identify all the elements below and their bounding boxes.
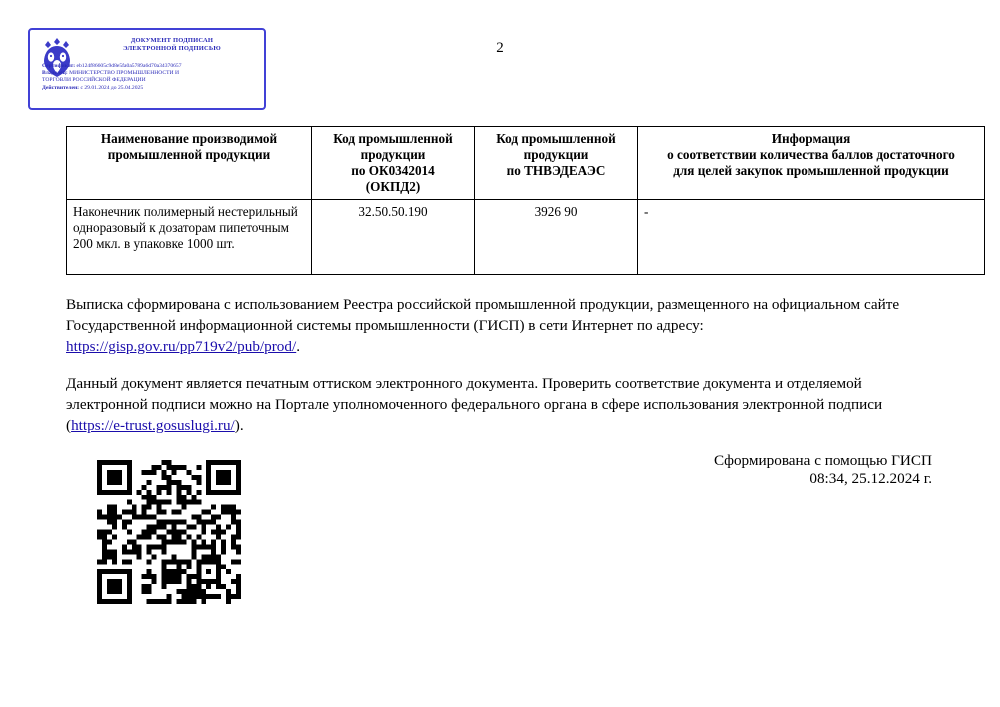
paragraph-registry-source [66, 294, 932, 357]
page-number: 2 [496, 40, 504, 56]
header-line: Код промышленной [496, 131, 616, 146]
footer-generated-by: Сформирована с помощью ГИСП [713, 452, 932, 469]
stamp-certificate [42, 63, 258, 70]
table-row [67, 200, 985, 275]
stamp-owner-label: Владелец: [42, 70, 68, 77]
paragraph-1-text: Выписка сформирована с использованием Реестра российской промышленной продукции, размещенного на официальном сайте Государственной информационной системы промышленности (ГИСП) в сети Интернет по адресу: [66, 296, 900, 334]
table-header-product-name [67, 127, 312, 200]
table-header-row [67, 127, 985, 200]
paragraph-2-tail: ). [234, 417, 244, 434]
stamp-validity-label: Действителен: [42, 84, 80, 91]
stamp-title-line-1: ДОКУМЕНТ ПОДПИСАН [130, 37, 214, 44]
cell-info: - [638, 200, 985, 275]
stamp-certificate-label: Сертификат: [42, 63, 76, 69]
header-line: для целей закупок промышленной продукции [673, 163, 949, 178]
stamp-validity-value: с 29.01.2024 до 25.04.2025 [80, 84, 144, 91]
footer-generated-at: 08:34, 25.12.2024 г. [809, 470, 932, 487]
header-line: промышленной продукции [107, 147, 271, 162]
table-header-info [638, 127, 985, 200]
header-line: (ОКПД2) [365, 179, 421, 194]
header-line: продукции [523, 147, 589, 162]
header-line: по ТНВЭДЕАЭС [506, 163, 606, 178]
header-line: о соответствии количества баллов достаточного [667, 147, 955, 162]
product-table [66, 126, 985, 275]
gisp-registry-link[interactable]: https://gisp.gov.ru/pp719v2/pub/prod/ [66, 338, 297, 355]
etrust-portal-link[interactable]: https://e-trust.gosuslugi.ru/ [71, 417, 235, 434]
stamp-owner-value-line-1: МИНИСТЕРСТВО ПРОМЫШЛЕННОСТИ И [69, 70, 180, 77]
header-line: по ОК0342014 [351, 163, 435, 178]
paragraph-2-text: Данный документ является печатным оттиском электронного документа. Проверить соответствие документа и отделяемой электронной подписи можно на Портале уполномоченного федерального органа в сфере использования электронной подписи ( [66, 375, 883, 434]
stamp-validity [42, 85, 258, 92]
header-line: Информация [771, 131, 851, 146]
paragraph-1-tail: . [296, 338, 301, 355]
table-header-tnved [475, 127, 638, 200]
header-line: Наименование производимой [100, 131, 278, 146]
header-line: Код промышленной [333, 131, 453, 146]
stamp-certificate-value: eb124f86605c9d8e5fa0a5789a6d70a34370657 [76, 63, 182, 69]
stamp-title-line-2: ЭЛЕКТРОННОЙ ПОДПИСЬЮ [123, 45, 221, 52]
cell-okpd2: 32.50.50.190 [312, 200, 475, 275]
qr-code [97, 460, 241, 604]
paragraph-signature-verification [66, 373, 932, 436]
stamp-owner-line-2: ТОРГОВЛИ РОССИЙСКОЙ ФЕДЕРАЦИИ [42, 77, 146, 84]
table-header-okpd2 [312, 127, 475, 200]
cell-tnved: 3926 90 [475, 200, 638, 275]
cell-product-name: Наконечник полимерный нестерильный одноразовый к дозаторам пипеточным 200 мкл. в упаковке 1000 шт. [67, 200, 312, 275]
header-line: продукции [360, 147, 426, 162]
